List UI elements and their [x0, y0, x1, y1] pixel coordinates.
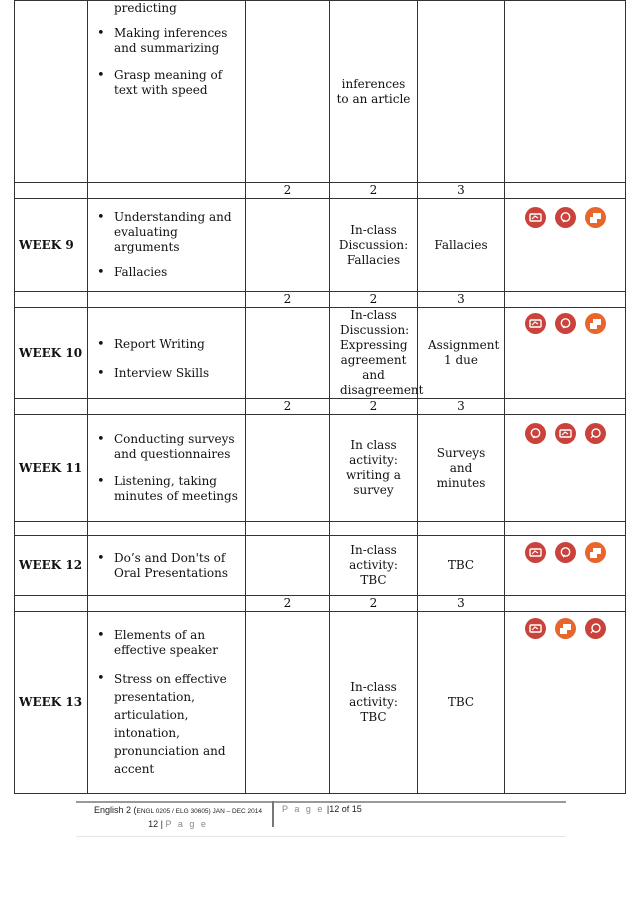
- discussion-icon: [555, 313, 576, 334]
- discussion-icon: [555, 207, 576, 228]
- hours-value: 3: [418, 399, 505, 415]
- table-row: [15, 536, 626, 596]
- icons-cell: [505, 612, 626, 794]
- activity-cell: In-class activity: TBC: [330, 612, 418, 794]
- footer-page-label: P a g e: [282, 804, 325, 814]
- lecture-icon: [525, 542, 546, 563]
- footer-page-number: 12 |: [148, 819, 163, 829]
- footer-course-code: ENGL 0205 / ELG 30605) JAN – DEC 2014: [136, 808, 263, 815]
- hours-value: 2: [330, 292, 418, 308]
- assessment-cell: TBC: [418, 536, 505, 596]
- icons-cell: [505, 415, 626, 522]
- topics-cell: [88, 199, 246, 292]
- week-label: WEEK 11: [15, 415, 88, 522]
- listening-icon: [585, 618, 606, 639]
- discussion-icon: [525, 423, 546, 444]
- footer-page-count: |12 of 15: [326, 804, 362, 814]
- topics-cell: [88, 612, 246, 794]
- activity-cell: In-class Discussion: Fallacies: [330, 199, 418, 292]
- topic-item: • Listening, taking minutes of meetings: [114, 474, 241, 504]
- hours-value: 2: [246, 596, 330, 612]
- hours-value: 2: [246, 183, 330, 199]
- hours-value: 3: [418, 292, 505, 308]
- table-row: [15, 308, 626, 399]
- group-work-icon: [585, 207, 606, 228]
- week-label: WEEK 10: [15, 308, 88, 399]
- topics-cell: [88, 1, 246, 183]
- topic-item: • Grasp meaning of text with speed: [114, 68, 241, 98]
- icons-cell: [505, 536, 626, 596]
- table-row: [15, 199, 626, 292]
- activity-cell: In-class Discussion: Expressing agreement and disagreement: [330, 308, 418, 399]
- hours-value: 3: [418, 183, 505, 199]
- schedule-table: [14, 0, 626, 794]
- topics-cell: [88, 536, 246, 596]
- hours-row: [15, 522, 626, 536]
- hours-row: [15, 596, 626, 612]
- week-label: WEEK 13: [15, 612, 88, 794]
- topic-item: • Making inferences and summarizing: [114, 26, 241, 56]
- topic-item: • Fallacies: [114, 265, 241, 280]
- table-row: [15, 415, 626, 522]
- group-work-icon: [555, 618, 576, 639]
- topic-item: • Report Writing: [114, 337, 241, 352]
- lecture-icon: [555, 423, 576, 444]
- hours-row: [15, 399, 626, 415]
- hours-value: 2: [330, 183, 418, 199]
- footer-separator: [272, 801, 274, 827]
- hours-row: [15, 292, 626, 308]
- table-row: [15, 612, 626, 794]
- topic-item: • Elements of an effective speaker: [114, 628, 241, 658]
- topics-cell: [88, 415, 246, 522]
- hours-value: 2: [246, 399, 330, 415]
- week-label: WEEK 9: [15, 199, 88, 292]
- footer-page-word: P a g e: [165, 819, 208, 829]
- activity-cell: In class activity: writing a survey: [330, 415, 418, 522]
- topics-cell: [88, 308, 246, 399]
- lecture-icon: [525, 207, 546, 228]
- icons-cell: [505, 199, 626, 292]
- topic-text: predicting: [114, 1, 177, 15]
- hours-value: 2: [330, 399, 418, 415]
- footer-pagination: [282, 804, 362, 814]
- listening-icon: [585, 423, 606, 444]
- assessment-cell: Fallacies: [418, 199, 505, 292]
- table-row: [15, 1, 626, 183]
- topic-item: • Do’s and Don'ts of Oral Presentations: [114, 551, 241, 581]
- activity-cell: inferences to an article: [330, 1, 418, 183]
- week-cell: [15, 1, 88, 183]
- activity-cell: In-class activity: TBC: [330, 536, 418, 596]
- assessment-cell: Surveys and minutes: [418, 415, 505, 522]
- bottom-rule: [76, 836, 566, 837]
- assessment-cell: Assignment 1 due: [418, 308, 505, 399]
- lecture-icon: [525, 313, 546, 334]
- hours-value: 2: [246, 292, 330, 308]
- topic-item: • Interview Skills: [114, 366, 241, 381]
- topic-item: • Stress on effective presentation, articulation, intonation, pronunciation and accent: [114, 670, 241, 778]
- footer-course-name: English 2 (: [93, 805, 137, 815]
- footer-divider: [76, 801, 566, 803]
- topic-item: • Conducting surveys and questionnaires: [114, 432, 241, 462]
- group-work-icon: [585, 542, 606, 563]
- hours-value: 2: [330, 596, 418, 612]
- discussion-icon: [555, 542, 576, 563]
- group-work-icon: [585, 313, 606, 334]
- hours-value: 3: [418, 596, 505, 612]
- week-label: WEEK 12: [15, 536, 88, 596]
- icons-cell: [505, 308, 626, 399]
- footer-course: [88, 804, 268, 830]
- topic-item: • Understanding and evaluating arguments: [114, 210, 241, 255]
- hours-row: [15, 183, 626, 199]
- assessment-cell: TBC: [418, 612, 505, 794]
- lecture-icon: [525, 618, 546, 639]
